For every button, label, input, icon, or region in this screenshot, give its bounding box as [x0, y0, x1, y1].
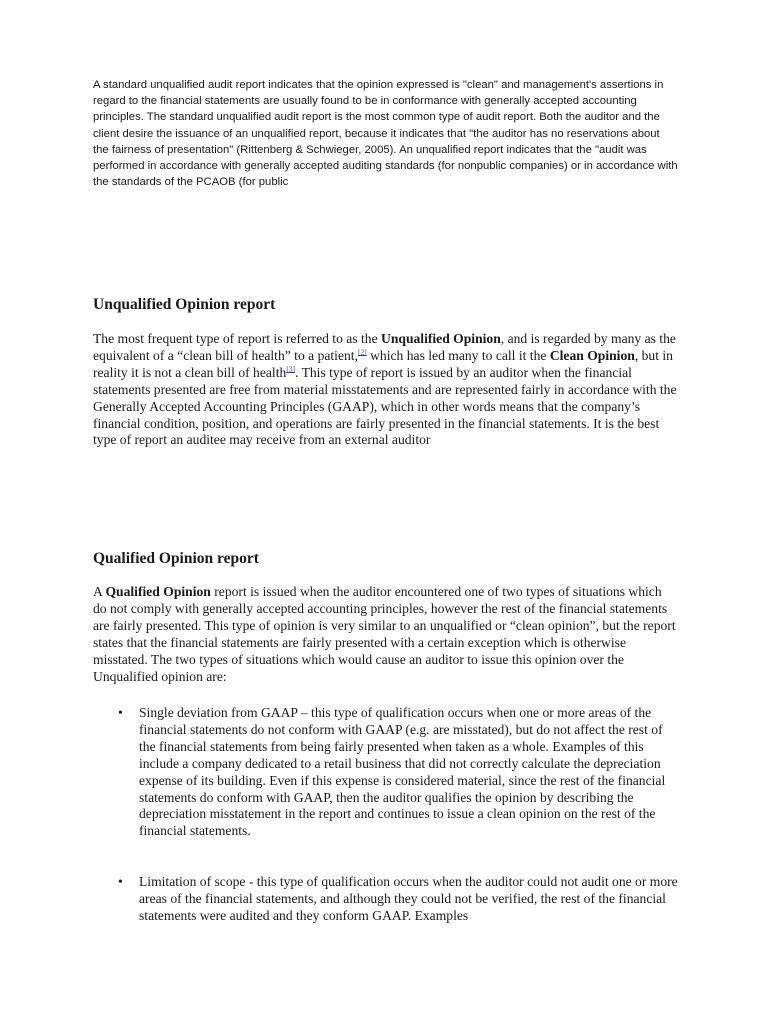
unqualified-text-1: The most frequent type of report is referred to as the	[93, 331, 382, 346]
qualified-text-1: A	[93, 584, 106, 599]
clean-opinion-bold: Clean Opinion	[549, 347, 635, 363]
footnote-link-2[interactable]: [2]	[357, 347, 367, 357]
unqualified-text-4: , but in reality it is not a clean bill of health	[93, 347, 673, 380]
unqualified-text-2: , and is regarded by many as the equivalent of a “clean bill of health” to a patient,	[93, 331, 676, 363]
unqualified-heading: Unqualified Opinion report	[93, 296, 276, 313]
unqualified-text-3: which has led many to call it the	[366, 347, 550, 363]
unqualified-text-5: . This type of report is issued by an auditor when the financial statements presented are free from material misstatements and are represented fairly in accordance with the Generally Accepted Accounting Principles (GAAP), which in other words means that the company’s financial condition, position, and operations are fairly presented in the financial statements. It is the best type of report an auditee may receive from an external auditor	[93, 364, 677, 448]
qualified-opinion-bold: Qualified Opinion	[105, 584, 211, 599]
unqualified-opinion-bold: Unqualified Opinion	[381, 331, 501, 346]
footnote-link-3[interactable]: [3]	[286, 364, 296, 374]
qualified-paragraph	[93, 584, 678, 685]
bullet-icon: •	[118, 705, 123, 720]
bullet-icon: •	[118, 874, 123, 889]
intro-paragraph: A standard unqualified audit report indicates that the opinion expressed is "clean" and management's assertions in regard to the financial statements are usually found to be in conformance with generally accepted accounting principles. The standard unqualified audit report is the most common type of audit report. Both the auditor and the client desire the issuance of an unqualified report, because it indicates that "the auditor has no reservations about the fairness of presentation" (Rittenberg & Schwieger, 2005). An unqualified report indicates that the "audit was performed in accordance with generally accepted auditing standards (for nonpublic companies) or in accordance with the standards of the PCAOB (for public	[93, 79, 678, 189]
bullet-text-limitation-of-scope: Limitation of scope - this type of qualification occurs when the auditor could not audit one or more areas of the financial statements, and although they could not be verified, the rest of the financial statements were audited and they conform GAAP. Examples	[139, 874, 678, 923]
qualified-heading: Qualified Opinion report	[93, 550, 259, 567]
bullet-text-single-deviation: Single deviation from GAAP – this type of qualification occurs when one or more areas of the financial statements do not conform with GAAP (e.g. are misstated), but do not affect the rest of the financial statements from being fairly presented when taken as a whole. Examples of this include a company dedicated to a retail business that did not correctly calculate the depreciation expense of its building. Even if this expense is considered material, since the rest of the financial statements do conform with GAAP, then the auditor qualifies the opinion by describing the depreciation misstatement in the report and continues to issue a clean opinion on the rest of the financial statements.	[139, 705, 666, 839]
unqualified-paragraph	[93, 331, 678, 449]
qualified-text-2: report is issued when the auditor encountered one of two types of situations which do not comply with generally accepted accounting principles, however the rest of the financial statements are fairly presented. This type of opinion is very similar to an unqualified or “clean opinion”, but the report states that the financial statements are fairly presented with a certain exception which is otherwise misstated. The two types of situations which would cause an auditor to issue this opinion over the Unqualified opinion are:	[93, 584, 676, 684]
